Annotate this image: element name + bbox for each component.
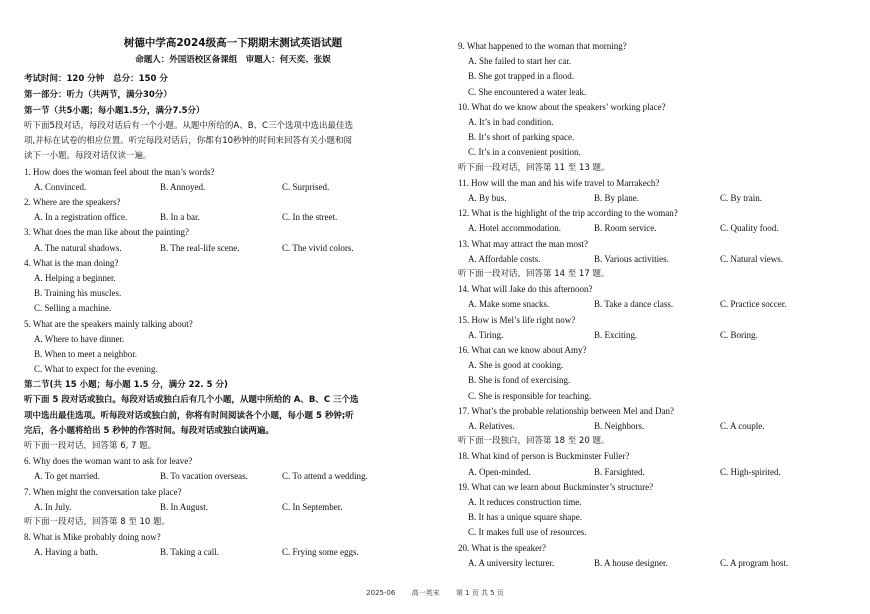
section2-title: 第二节(共 15 小题；每小题 1.5 分，满分 22. 5 分) [24,380,228,391]
option-a: A. Hotel accommodation. [468,223,561,234]
option-a: A. Open-minded. [468,466,531,477]
option-b: B. When to meet a neighbor. [34,349,138,359]
option-a: A. In a registration office. [34,212,128,223]
option-a: A. In July. [34,501,72,512]
option-b: B. Room service. [594,223,657,234]
options-2 [24,210,442,225]
question-11: 11. How will the man and his wife travel to Marrakech? [458,177,660,188]
option-b: B. Neighbors. [594,421,645,431]
option-a: A. Make some snacks. [468,299,550,310]
question-2: 2. Where are the speakers? [24,197,121,207]
option-a: A. It reduces construction time. [468,496,582,507]
option-c: C. Boring. [720,329,758,340]
left-column [24,36,442,561]
option-c: C. It makes full use of resources. [468,527,587,538]
option-b: B. By plane. [594,193,639,204]
options-11 [458,191,850,206]
option-c: C. She encountered a water leak. [468,86,587,97]
exam-time: 考试时间：120 分钟 [24,74,105,84]
option-a: A. She is good at cooking. [468,360,564,371]
monologue-prompt: 听下面一段独白，回答第 18 至 20 题。 [458,436,610,447]
option-b: B. Various activities. [594,253,669,264]
question-16: 16. What can we know about Amy? [458,344,587,355]
options-15 [458,328,850,343]
option-c: C. Natural views. [720,253,783,264]
option-c: C. Surprised. [282,181,330,192]
exam-info [24,71,442,87]
option-c: C. She is responsible for teaching. [468,390,592,401]
option-b: B. She got trapped in a flood. [468,71,574,82]
option-c: C. In September. [282,501,343,512]
question-14: 14. What will Jake do this afternoon? [458,284,593,295]
options-14 [458,297,850,312]
option-c: C. What to expect for the evening. [34,364,158,375]
options-13 [458,252,850,267]
option-c: C. It’s in a convenient position. [468,147,581,158]
option-c: C. Selling a machine. [34,303,112,314]
footer-date: 2025-06 [366,589,396,597]
exam-title: 树德中学高2024级高一下期期末测试英语试题 [123,37,343,49]
question-6: 6. Why does the woman want to ask for leave? [24,456,193,467]
option-b: B. To vacation overseas. [160,471,248,482]
options-20 [458,556,850,571]
section1-instruction-line: 读下一小题。每段对话仅读一遍。 [24,151,152,162]
exam-score: 总分：150 分 [113,74,168,84]
option-c: C. In the street. [282,212,338,223]
option-c: C. A program host. [720,557,789,568]
section1-title: 第一节（共5小题；每小题1.5分，满分7.5分） [24,106,205,116]
option-b: B. The real-life scene. [160,242,240,253]
options-1 [24,180,442,195]
part1-title: 第一部分：听力（共两节，满分30分） [24,90,172,100]
question-8: 8. What is Mike probably doing now? [24,532,161,543]
section1-instruction-line: 项,并标在试卷的相应位置。听完每段对话后，你都有10秒钟的时间来回答有关小题和阅 [24,136,353,147]
question-13: 13. What may attract the man most? [458,238,589,249]
options-3 [24,241,442,256]
option-b: B. Taking a call. [160,547,219,558]
section2-instruction-line: 听下面 5 段对话或独白。每段对话或独白后有几个小题，从题中所给的 A、B、C 三个选 [24,395,359,406]
option-c: C. A couple. [720,421,765,431]
option-a: A. Relatives. [468,421,515,431]
option-b: B. In a bar. [160,212,200,223]
options-17 [458,419,850,434]
question-1: 1. How does the woman feel about the man’s words? [24,166,215,177]
options-6 [24,469,442,484]
section1-instruction-line: 听下面5段对话，每段对话后有一个小题。从题中所给的A、B、C三个选项中选出最佳选 [24,121,353,131]
section2-instruction-line: 项中选出最佳选项。听每段对话或独白前，你将有时间阅读各个小题，每小题 5 秒钟;听 [24,410,354,421]
question-18: 18. What kind of person is Buckminster Fuller? [458,451,630,462]
option-b: B. Exciting. [594,329,638,340]
question-4: 4. What is the man doing? [24,257,119,268]
option-b: B. A house designer. [594,557,668,568]
option-c: C. To attend a wedding. [282,471,368,482]
options-12 [458,221,850,236]
page-footer [0,588,870,598]
option-a: A. The natural shadows. [34,242,122,253]
question-5: 5. What are the speakers mainly talking about? [24,318,193,329]
option-a: A. Affordable costs. [468,253,541,264]
right-column [458,39,850,571]
question-15: 15. How is Mel’s life right now? [458,314,576,325]
dialogue-prompt: 听下面一段对话，回答第 6, 7 题。 [24,441,157,452]
dialogue-prompt: 听下面一段对话，回答第 8 至 10 题。 [24,517,171,527]
option-c: C. The vivid colors. [282,242,354,253]
question-17: 17. What’s the probable relationship between Mel and Dan? [458,405,675,416]
option-b: B. Annoyed. [160,181,206,192]
option-c: C. High-spirited. [720,466,781,477]
option-a: A. Convinced. [34,181,87,192]
option-b: B. In August. [160,501,209,512]
option-a: A. Helping a beginner. [34,272,116,283]
question-20: 20. What is the speaker? [458,542,547,553]
options-18 [458,465,850,480]
exam-proposer: 命题人：外国语校区备课组 审题人：何天奕、张娱 [135,55,331,65]
option-c: C. By train. [720,193,762,204]
question-3: 3. What does the man like about the painting? [24,227,190,238]
question-7: 7. When might the conversation take place? [24,486,182,497]
options-7 [24,500,442,515]
option-a: A. Having a bath. [34,547,98,558]
option-a: A. Where to have dinner. [34,333,125,344]
dialogue-prompt: 听下面一段对话，回答第 14 至 17 题。 [458,269,610,279]
option-a: A. Tiring. [468,329,504,340]
option-a: A. By bus. [468,193,507,204]
options-8 [24,545,442,560]
option-a: A. It’s in bad condition. [468,117,554,128]
option-b: B. She is fond of exercising. [468,375,571,386]
question-12: 12. What is the highlight of the trip according to the woman? [458,208,678,219]
question-10: 10. What do we know about the speakers’ working place? [458,101,666,112]
option-b: B. It’s short of parking space. [468,132,575,143]
footer-label: 高一英末 [411,589,440,597]
option-a: A. A university lecturer. [468,557,555,568]
question-9: 9. What happened to the woman that morning? [458,41,627,51]
question-19: 19. What can we learn about Buckminster’s structure? [458,481,654,492]
option-b: B. Farsighted. [594,466,645,477]
option-c: C. Quality food. [720,223,779,234]
option-c: C. Frying some eggs. [282,547,359,558]
footer-page-number: 第 1 页 共 5 页 [455,589,504,597]
dialogue-prompt: 听下面一段对话，回答第 11 至 13 题。 [458,162,610,173]
section2-instruction-line: 完后，各小题将给出 5 秒钟的作答时间。每段对话或独白读两遍。 [24,425,274,436]
option-b: B. Take a dance class. [594,299,674,310]
option-c: C. Practice soccer. [720,299,787,310]
option-b: B. It has a unique square shape. [468,512,582,523]
option-a: A. To get married. [34,471,100,482]
option-a: A. She failed to start her car. [468,56,571,67]
option-b: B. Training his muscles. [34,288,122,299]
